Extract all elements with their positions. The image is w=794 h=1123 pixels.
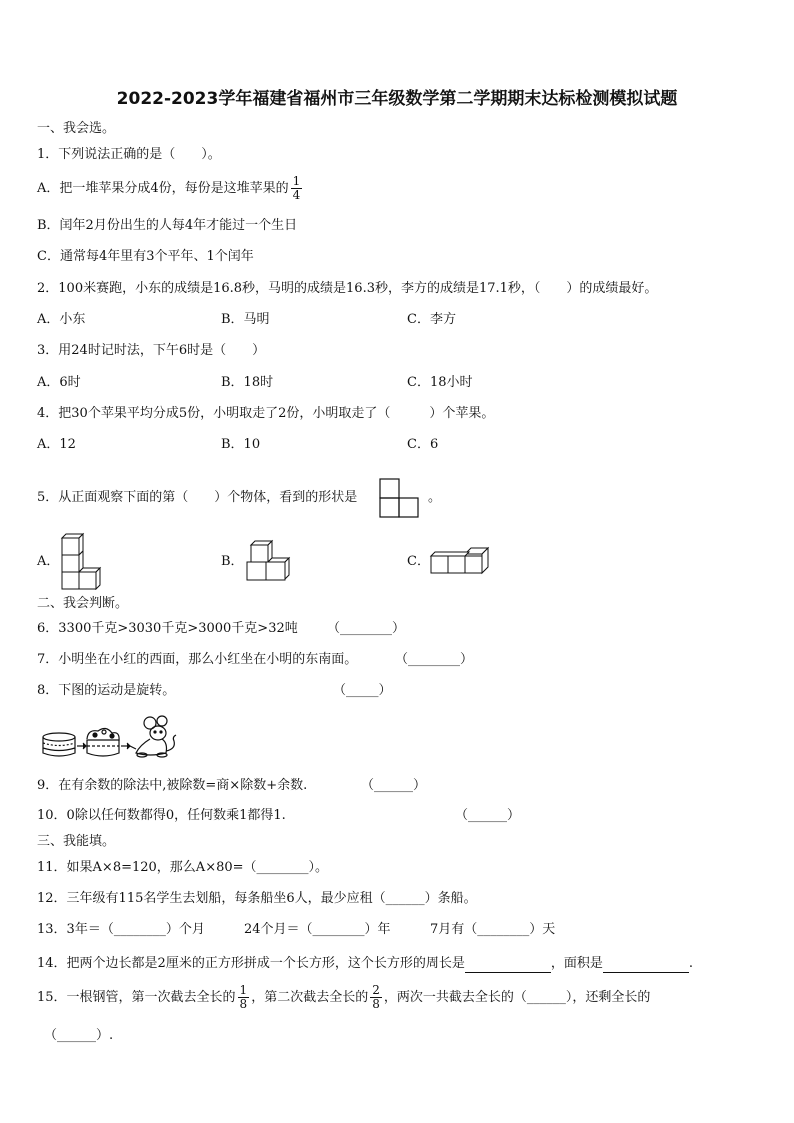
- page-title: 2022-2023学年福建省福州市三年级数学第二学期期末达标检测模拟试题: [116, 89, 678, 109]
- question-3-option-b: B．18时: [221, 375, 274, 390]
- question-7-answer-blank[interactable]: （________）: [395, 652, 474, 667]
- question-1-option-c: C．通常每4年里有3个平年、1个闰年: [37, 249, 254, 264]
- perimeter-answer-blank[interactable]: [465, 956, 551, 973]
- question-5-end: 。: [428, 490, 442, 505]
- question-1-stem: 1．下列说法正确的是（ ）。: [37, 147, 221, 162]
- question-11-stem: 11．如果A×8=120，那么A×80=（________）。: [37, 860, 329, 875]
- question-14-mid: ，面积是: [550, 956, 603, 971]
- question-1-option-b: B．闰年2月份出生的人每4年才能过一个生日: [37, 218, 298, 233]
- question-15-text-3: ，两次一共截去全长的（______），还剩全长的: [383, 990, 651, 1005]
- front-view-shape-figure: [379, 478, 421, 518]
- question-1-option-a: [37, 174, 304, 204]
- question-3-option-c: C．18小时: [407, 375, 473, 390]
- question-9-answer-blank[interactable]: （______）: [361, 778, 427, 793]
- question-9-stem: 9．在有余数的除法中,被除数=商×除数+余数.: [37, 778, 308, 793]
- question-6-answer-blank[interactable]: （________）: [327, 621, 406, 636]
- question-15-continuation: （______）.: [44, 1028, 114, 1043]
- question-7-stem: 7．小明坐在小红的西面，那么小红坐在小明的东南面。: [37, 652, 358, 667]
- question-4-option-a: A．12: [37, 437, 76, 452]
- question-14-text: 14．把两个边长都是2厘米的正方形拼成一个长方形，这个长方形的周长是: [37, 956, 465, 971]
- question-5-stem: 5．从正面观察下面的第（ ）个物体，看到的形状是: [37, 490, 358, 505]
- question-5-option-b: B．: [221, 554, 244, 569]
- cube-stack-option-c-figure: [429, 546, 491, 576]
- question-8-answer-blank[interactable]: （_____）: [333, 683, 392, 698]
- question-12-stem: 12．三年级有115名学生去划船，每条船坐6人，最少应租（______）条船。: [37, 891, 477, 906]
- question-15-text-1: 15．一根钢管，第一次截去全长的: [37, 990, 236, 1005]
- question-5-option-a: A．: [37, 554, 60, 569]
- question-2-option-c: C．李方: [407, 312, 456, 327]
- question-4-option-b: B．10: [221, 437, 261, 452]
- question-2-option-a: A．小东: [37, 312, 86, 327]
- question-10-answer-blank[interactable]: （______）: [455, 808, 521, 823]
- fraction-denominator: 4: [292, 188, 301, 202]
- section-heading-fill: 三、我能填。: [37, 834, 116, 849]
- question-13-part-2: 24个月＝（________）年: [244, 922, 391, 937]
- mouse-pulling-cake-illustration: [40, 713, 180, 761]
- fraction-numerator: 1: [292, 174, 301, 188]
- question-15-stem: [37, 982, 650, 1014]
- question-10-stem: 10．0除以任何数都得0，任何数乘1都得1.: [37, 808, 286, 823]
- question-15-text-2: ，第二次截去全长的: [251, 990, 369, 1005]
- section-heading-judge: 二、我会判断。: [37, 596, 129, 611]
- question-3-option-a: A．6时: [37, 375, 81, 390]
- question-8-stem: 8．下图的运动是旋转。: [37, 683, 176, 698]
- question-13-part-1: 13．3年＝（________）个月: [37, 922, 205, 937]
- fraction-denominator: 8: [239, 997, 248, 1011]
- fraction-numerator: 2: [372, 983, 380, 997]
- question-2-option-b: B．马明: [221, 312, 270, 327]
- fraction-one-quarter: [291, 175, 303, 202]
- fraction-denominator: 8: [372, 997, 380, 1011]
- question-14-end: .: [688, 956, 693, 971]
- question-4-stem: 4．把30个苹果平均分成5份，小明取走了2份，小明取走了（ ）个苹果。: [37, 406, 495, 421]
- cube-stack-option-b-figure: [243, 539, 293, 583]
- fraction-one-eighth: [238, 984, 250, 1011]
- cube-stack-option-a-figure: [58, 530, 104, 590]
- question-6-stem: 6．3300千克>3030千克>3000千克>32吨: [37, 621, 298, 636]
- option-a-text: A．把一堆苹果分成4份，每份是这堆苹果的: [37, 181, 289, 196]
- section-heading-choice: 一、我会选。: [37, 121, 116, 136]
- question-13-part-3: 7月有（________）天: [430, 922, 556, 937]
- fraction-numerator: 1: [239, 983, 248, 997]
- question-2-stem: 2．100米赛跑，小东的成绩是16.8秒，马明的成绩是16.3秒，李方的成绩是17.1秒，（ ）的成绩最好。: [37, 281, 658, 296]
- question-4-option-c: C．6: [407, 437, 439, 452]
- fraction-two-eighths: [370, 984, 382, 1011]
- question-14-stem: [37, 956, 693, 973]
- question-5-option-c: C．: [407, 554, 430, 569]
- question-3-stem: 3．用24时记时法，下午6时是（ ）: [37, 343, 266, 358]
- area-answer-blank[interactable]: [603, 956, 689, 973]
